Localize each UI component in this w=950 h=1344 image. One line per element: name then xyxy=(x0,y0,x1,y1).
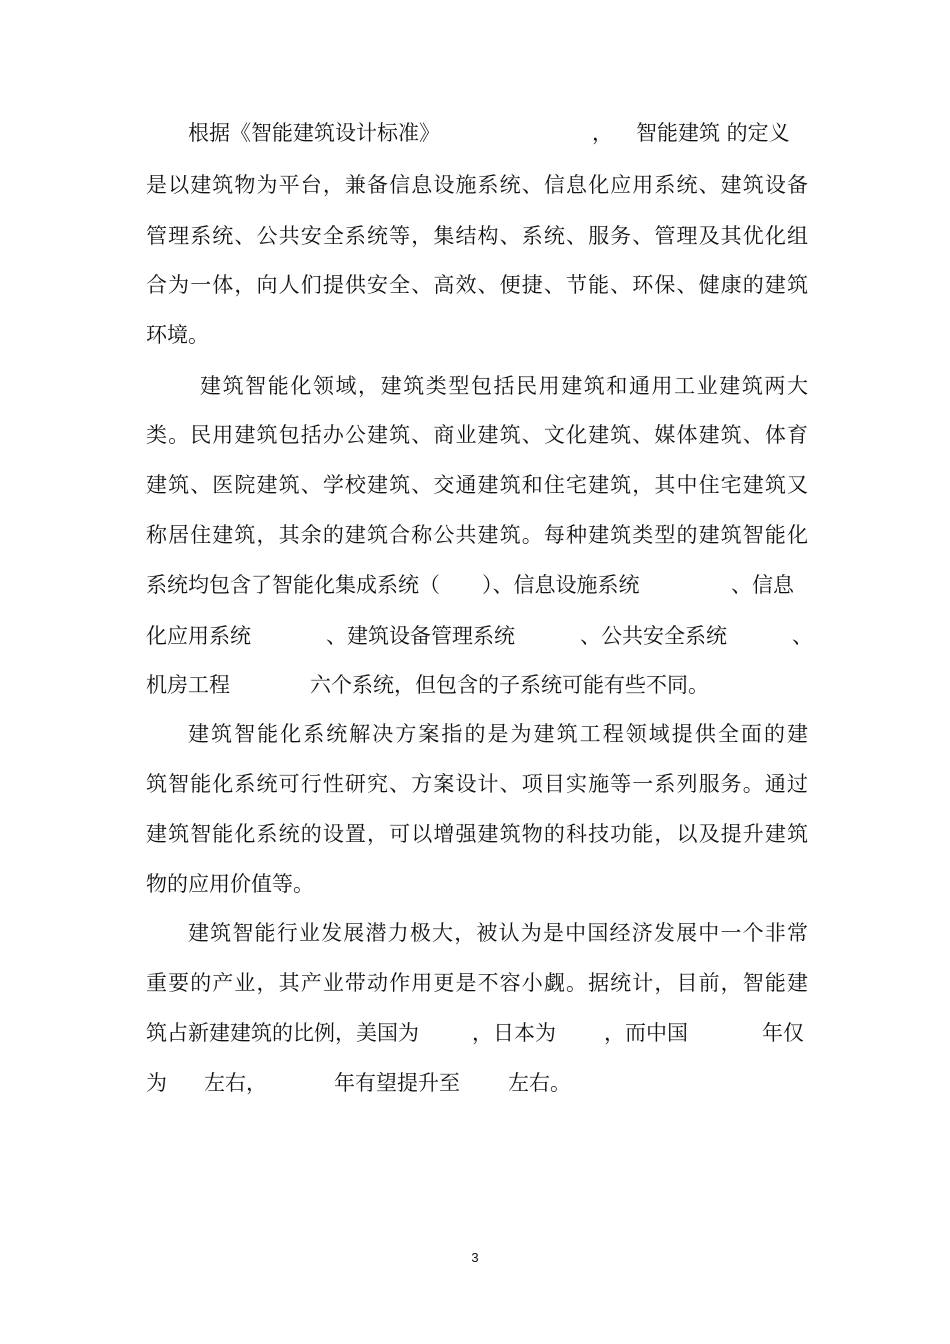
text-segment: 六个系统，但包含的子系统可能有些不同。 xyxy=(310,673,709,697)
paragraph-3-line-1: 建筑智能化系统解决方案指的是为建筑工程领域提供全面的建 xyxy=(188,722,808,746)
paragraph-2-line-2: 类。民用建筑包括办公建筑、商业建筑、文化建筑、媒体建筑、体育 xyxy=(146,423,808,447)
paragraph-1-line-2: 是以建筑物为平台，兼备信息设施系统、信息化应用系统、建筑设备 xyxy=(146,173,808,197)
text-segment: 为 xyxy=(146,1071,167,1095)
text-segment: 系统均包含了智能化集成系统（ xyxy=(146,573,440,597)
text-segment: 机房工程 xyxy=(146,673,230,697)
text-segment: 、 xyxy=(792,624,813,648)
paragraph-3-line-4: 物的应用价值等。 xyxy=(146,872,314,896)
text-segment: 左右。 xyxy=(508,1071,571,1095)
paragraph-2-line-1: 建筑智能化领域，建筑类型包括民用建筑和通用工业建筑两大 xyxy=(200,374,808,398)
text-segment: 化应用系统 xyxy=(146,624,251,648)
paragraph-2-line-6 xyxy=(146,620,813,652)
paragraph-1-line-3: 管理系统、公共安全系统等，集结构、系统、服务、管理及其优化组 xyxy=(146,224,808,248)
text-segment: 根据《智能建筑设计标准》 xyxy=(188,121,440,145)
text-segment: 、信息 xyxy=(731,573,794,597)
paragraph-1-line-5: 环境。 xyxy=(146,323,209,347)
paragraph-2-line-7 xyxy=(146,669,808,701)
paragraph-2-line-4: 称居住建筑，其余的建筑合称公共建筑。每种建筑类型的建筑智能化 xyxy=(146,523,808,547)
text-segment: 智能建筑 的定义 xyxy=(636,121,790,145)
text-segment: 筑占新建建筑的比例，美国为 xyxy=(146,1021,419,1045)
paragraph-1-line-1 xyxy=(146,117,808,149)
paragraph-3-line-2: 筑智能化系统可行性研究、方案设计、项目实施等一系列服务。通过 xyxy=(146,772,808,796)
page-number: 3 xyxy=(471,1250,479,1265)
paragraph-4-line-4 xyxy=(146,1067,808,1099)
text-segment: ， xyxy=(592,121,613,145)
text-segment: 年仅 xyxy=(762,1021,804,1045)
paragraph-4-line-2: 重要的产业，其产业带动作用更是不容小觑。据统计，目前，智能建 xyxy=(146,971,808,995)
paragraph-2-line-3: 建筑、医院建筑、学校建筑、交通建筑和住宅建筑，其中住宅建筑又 xyxy=(146,473,808,497)
text-segment: 、建筑设备管理系统 xyxy=(326,624,515,648)
text-segment: 年有望提升至 xyxy=(334,1071,460,1095)
text-segment: 左右， xyxy=(204,1071,267,1095)
paragraph-3-line-3: 建筑智能化系统的设置，可以增强建筑物的科技功能，以及提升建筑 xyxy=(146,822,808,846)
paragraph-2-line-5 xyxy=(146,569,808,601)
paragraph-4-line-3 xyxy=(146,1017,808,1049)
paragraph-1-line-4: 合为一体，向人们提供安全、高效、便捷、节能、环保、健康的建筑 xyxy=(146,273,808,297)
paragraph-4-line-1: 建筑智能行业发展潜力极大，被认为是中国经济发展中一个非常 xyxy=(188,921,808,945)
text-segment: ，而中国 xyxy=(604,1021,688,1045)
text-segment: ）、信息设施系统 xyxy=(482,573,640,597)
text-segment: 、公共安全系统 xyxy=(580,624,727,648)
text-segment: ，日本为 xyxy=(472,1021,556,1045)
